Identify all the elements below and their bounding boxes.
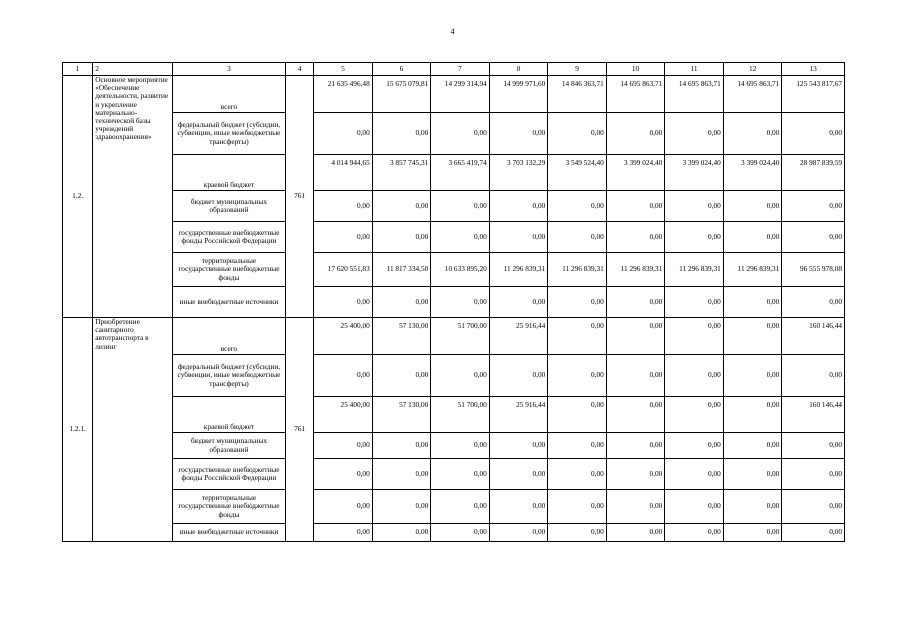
- amount-cell: 0,00: [314, 191, 373, 222]
- amount-cell: 0,00: [723, 355, 782, 397]
- amount-cell: 0,00: [314, 459, 373, 490]
- table-row: [63, 318, 845, 355]
- amount-cell: 0,00: [372, 433, 431, 459]
- amount-cell: 0,00: [665, 433, 724, 459]
- table-row: [63, 524, 845, 542]
- amount-cell: 0,00: [314, 287, 373, 318]
- amount-cell: 0,00: [782, 222, 845, 253]
- amount-cell: 3 399 024,40: [723, 155, 782, 191]
- amount-cell: 0,00: [782, 459, 845, 490]
- amount-cell: 0,00: [548, 433, 607, 459]
- amount-cell: 57 130,00: [372, 318, 431, 355]
- amount-cell: 0,00: [431, 459, 490, 490]
- budget-table: [62, 62, 845, 542]
- amount-cell: 0,00: [548, 287, 607, 318]
- amount-cell: 0,00: [548, 397, 607, 433]
- amount-cell: 17 620 551,83: [314, 253, 373, 287]
- amount-cell: 0,00: [723, 318, 782, 355]
- table-row: [63, 155, 845, 191]
- table-row: [63, 76, 845, 113]
- amount-cell: 0,00: [372, 287, 431, 318]
- amount-cell: 160 146,44: [782, 318, 845, 355]
- amount-cell: 0,00: [782, 113, 845, 155]
- amount-cell: 0,00: [314, 355, 373, 397]
- amount-cell: 0,00: [723, 524, 782, 542]
- item-code: 1.2.: [63, 76, 93, 318]
- amount-cell: 0,00: [372, 490, 431, 524]
- amount-cell: 0,00: [431, 490, 490, 524]
- amount-cell: 0,00: [665, 191, 724, 222]
- amount-cell: 0,00: [723, 459, 782, 490]
- amount-cell: 0,00: [489, 222, 548, 253]
- amount-cell: 0,00: [314, 113, 373, 155]
- table-row: [63, 490, 845, 524]
- amount-cell: 3 399 024,40: [606, 155, 665, 191]
- header-cell: 9: [548, 63, 607, 76]
- amount-cell: 0,00: [782, 524, 845, 542]
- header-cell: 10: [606, 63, 665, 76]
- amount-cell: 0,00: [372, 459, 431, 490]
- amount-cell: 0,00: [606, 318, 665, 355]
- amount-cell: 11 296 839,31: [665, 253, 724, 287]
- amount-cell: 0,00: [431, 355, 490, 397]
- amount-cell: 0,00: [665, 397, 724, 433]
- amount-cell: 15 675 079,81: [372, 76, 431, 113]
- amount-cell: 0,00: [372, 355, 431, 397]
- amount-cell: 0,00: [314, 433, 373, 459]
- amount-cell: 0,00: [431, 524, 490, 542]
- amount-cell: 14 695 863,71: [723, 76, 782, 113]
- amount-cell: 0,00: [372, 524, 431, 542]
- amount-cell: 3 703 132,29: [489, 155, 548, 191]
- amount-cell: 0,00: [548, 222, 607, 253]
- amount-cell: 0,00: [431, 222, 490, 253]
- amount-cell: 25 400,00: [314, 318, 373, 355]
- table-row: [63, 222, 845, 253]
- amount-cell: 0,00: [665, 318, 724, 355]
- amount-cell: 0,00: [489, 490, 548, 524]
- amount-cell: 0,00: [314, 490, 373, 524]
- amount-cell: 14 846 363,71: [548, 76, 607, 113]
- amount-cell: 0,00: [723, 222, 782, 253]
- funding-source: краевой бюджет: [172, 397, 285, 433]
- amount-cell: 0,00: [489, 287, 548, 318]
- amount-cell: 14 299 314,94: [431, 76, 490, 113]
- table-row: [63, 253, 845, 287]
- grbs-code: 761: [285, 76, 313, 318]
- amount-cell: 0,00: [723, 490, 782, 524]
- amount-cell: 0,00: [431, 287, 490, 318]
- funding-source: всего: [172, 318, 285, 355]
- table-row: [63, 191, 845, 222]
- funding-source: государственные внебюджетные фонды Российской Федерации: [172, 222, 285, 253]
- table-row: [63, 355, 845, 397]
- amount-cell: 25 916,44: [489, 397, 548, 433]
- amount-cell: 125 543 817,67: [782, 76, 845, 113]
- amount-cell: 11 817 334,50: [372, 253, 431, 287]
- header-cell: 7: [431, 63, 490, 76]
- amount-cell: 3 399 024,40: [665, 155, 724, 191]
- amount-cell: 0,00: [665, 355, 724, 397]
- funding-source: государственные внебюджетные фонды Российской Федерации: [172, 459, 285, 490]
- header-cell: 4: [285, 63, 313, 76]
- item-code: 1.2.1.: [63, 318, 93, 542]
- amount-cell: 0,00: [606, 524, 665, 542]
- amount-cell: 10 633 895,20: [431, 253, 490, 287]
- amount-cell: 0,00: [548, 524, 607, 542]
- amount-cell: 0,00: [548, 318, 607, 355]
- page-number: 4: [450, 27, 455, 36]
- header-row: [63, 63, 845, 76]
- amount-cell: 25 400,00: [314, 397, 373, 433]
- amount-cell: 0,00: [431, 113, 490, 155]
- item-name: Приобретение санитарного автотранспорта в лизинг: [93, 318, 173, 542]
- amount-cell: 11 296 839,31: [723, 253, 782, 287]
- amount-cell: 0,00: [548, 490, 607, 524]
- amount-cell: 0,00: [548, 459, 607, 490]
- amount-cell: 0,00: [548, 191, 607, 222]
- amount-cell: 0,00: [489, 524, 548, 542]
- amount-cell: 0,00: [489, 113, 548, 155]
- amount-cell: 0,00: [606, 459, 665, 490]
- amount-cell: 0,00: [665, 113, 724, 155]
- amount-cell: 0,00: [665, 524, 724, 542]
- funding-source: федеральный бюджет (субсидии, субвенции, иные межбюджетные трансферты): [172, 113, 285, 155]
- amount-cell: 0,00: [489, 433, 548, 459]
- amount-cell: 4 014 944,65: [314, 155, 373, 191]
- amount-cell: 0,00: [548, 355, 607, 397]
- amount-cell: 0,00: [606, 490, 665, 524]
- header-cell: 12: [723, 63, 782, 76]
- table-row: [63, 397, 845, 433]
- amount-cell: 96 555 978,08: [782, 253, 845, 287]
- funding-source: бюджет муниципальных образований: [172, 433, 285, 459]
- funding-source: территориальные государственные внебюджетные фонды: [172, 253, 285, 287]
- amount-cell: 51 700,00: [431, 318, 490, 355]
- funding-source: бюджет муниципальных образований: [172, 191, 285, 222]
- header-cell: 6: [372, 63, 431, 76]
- header-cell: 13: [782, 63, 845, 76]
- amount-cell: 0,00: [606, 222, 665, 253]
- amount-cell: 0,00: [606, 433, 665, 459]
- amount-cell: 25 916,44: [489, 318, 548, 355]
- amount-cell: 0,00: [723, 191, 782, 222]
- amount-cell: 0,00: [723, 113, 782, 155]
- amount-cell: 0,00: [606, 113, 665, 155]
- table-row: [63, 433, 845, 459]
- amount-cell: 0,00: [431, 191, 490, 222]
- amount-cell: 0,00: [606, 191, 665, 222]
- amount-cell: 0,00: [665, 222, 724, 253]
- amount-cell: 0,00: [372, 222, 431, 253]
- header-cell: 2: [93, 63, 173, 76]
- amount-cell: 11 296 839,31: [489, 253, 548, 287]
- header-cell: 11: [665, 63, 724, 76]
- amount-cell: 0,00: [314, 524, 373, 542]
- amount-cell: 14 695 863,71: [606, 76, 665, 113]
- amount-cell: 11 296 839,31: [548, 253, 607, 287]
- amount-cell: 0,00: [431, 433, 490, 459]
- funding-source: краевой бюджет: [172, 155, 285, 191]
- header-cell: 3: [172, 63, 285, 76]
- funding-source: всего: [172, 76, 285, 113]
- table-row: [63, 459, 845, 490]
- amount-cell: 51 700,00: [431, 397, 490, 433]
- amount-cell: 3 857 745,31: [372, 155, 431, 191]
- table-row: [63, 113, 845, 155]
- funding-source: иные внебюджетные источники: [172, 287, 285, 318]
- amount-cell: 14 695 863,71: [665, 76, 724, 113]
- amount-cell: 0,00: [723, 287, 782, 318]
- amount-cell: 3 665 419,74: [431, 155, 490, 191]
- amount-cell: 0,00: [665, 287, 724, 318]
- amount-cell: 11 296 839,31: [606, 253, 665, 287]
- table-row: [63, 287, 845, 318]
- amount-cell: 3 549 524,40: [548, 155, 607, 191]
- amount-cell: 0,00: [314, 222, 373, 253]
- funding-source: территориальные государственные внебюджетные фонды: [172, 490, 285, 524]
- amount-cell: 57 130,00: [372, 397, 431, 433]
- amount-cell: 0,00: [606, 355, 665, 397]
- amount-cell: 0,00: [548, 113, 607, 155]
- amount-cell: 0,00: [489, 459, 548, 490]
- header-cell: 1: [63, 63, 93, 76]
- header-cell: 8: [489, 63, 548, 76]
- amount-cell: 0,00: [606, 287, 665, 318]
- amount-cell: 0,00: [782, 287, 845, 318]
- amount-cell: 0,00: [372, 113, 431, 155]
- amount-cell: 160 146,44: [782, 397, 845, 433]
- amount-cell: 0,00: [665, 490, 724, 524]
- header-cell: 5: [314, 63, 373, 76]
- amount-cell: 28 987 839,59: [782, 155, 845, 191]
- amount-cell: 0,00: [489, 355, 548, 397]
- amount-cell: 0,00: [489, 191, 548, 222]
- amount-cell: 0,00: [782, 355, 845, 397]
- amount-cell: 0,00: [782, 490, 845, 524]
- amount-cell: 0,00: [606, 397, 665, 433]
- amount-cell: 0,00: [723, 433, 782, 459]
- amount-cell: 0,00: [782, 191, 845, 222]
- amount-cell: 21 635 496,48: [314, 76, 373, 113]
- amount-cell: 0,00: [723, 397, 782, 433]
- amount-cell: 0,00: [372, 191, 431, 222]
- amount-cell: 14 999 971,60: [489, 76, 548, 113]
- amount-cell: 0,00: [782, 433, 845, 459]
- grbs-code: 761: [285, 318, 313, 542]
- item-name: Основное мероприятие «Обеспечение деятельности, развитие и укрепление материально-технической базы учреждений здравоохранения»: [93, 76, 173, 318]
- funding-source: иные внебюджетные источники: [172, 524, 285, 542]
- funding-source: федеральный бюджет (субсидии, субвенции, иные межбюджетные трансферты): [172, 355, 285, 397]
- amount-cell: 0,00: [665, 459, 724, 490]
